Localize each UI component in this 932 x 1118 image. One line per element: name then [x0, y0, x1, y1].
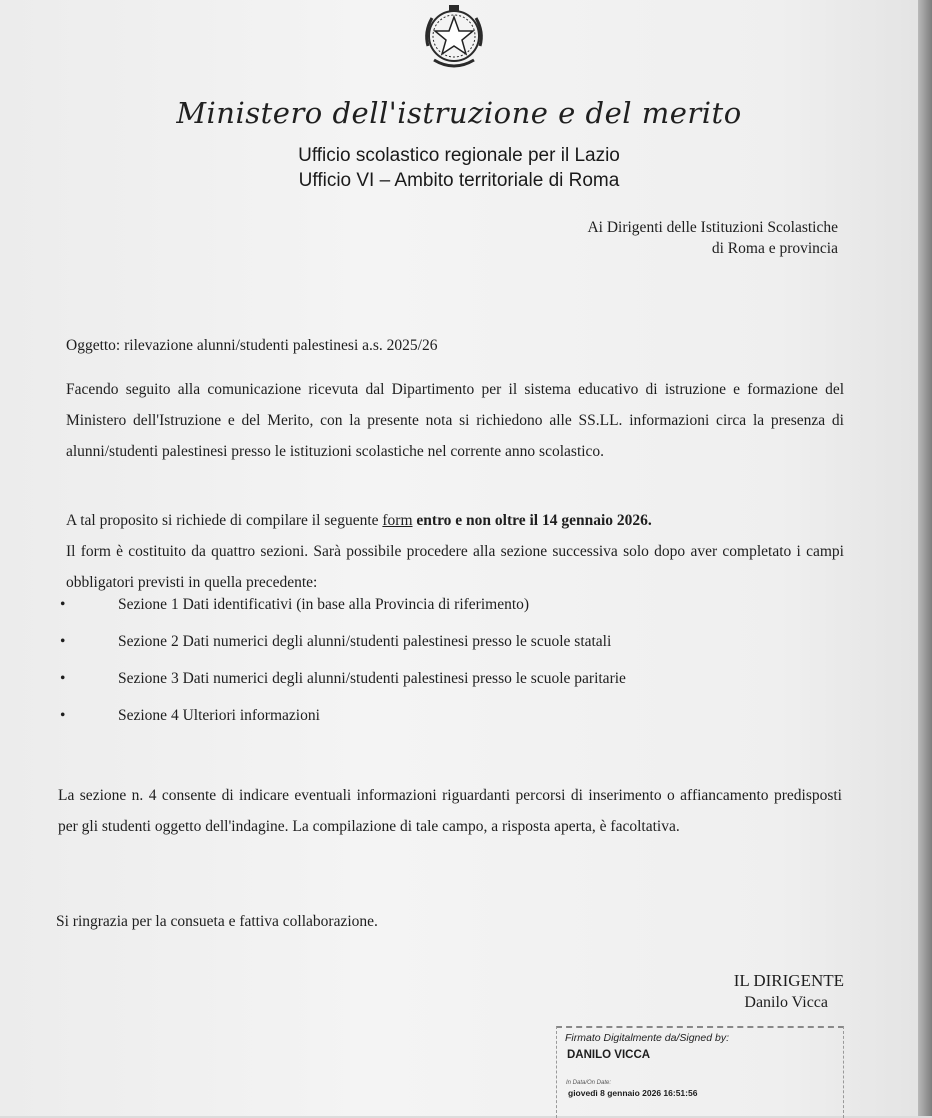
- request-paragraph: [66, 505, 844, 536]
- deadline-text: entro e non oltre il 14 gennaio 2026.: [412, 512, 652, 529]
- italian-republic-emblem-icon: [418, 2, 490, 72]
- addressee-line-1: Ai Dirigenti delle Istituzioni Scolastiche: [587, 219, 838, 236]
- stamp-signer: DANILO VICCA: [567, 1049, 651, 1061]
- signer-title: IL DIRIGENTE: [733, 971, 844, 990]
- territorial-office: Ufficio VI – Ambito territoriale di Roma: [298, 170, 620, 191]
- bullet-icon: •: [60, 707, 66, 724]
- section-2-text: Sezione 2 Dati numerici degli alunni/studenti palestinesi presso le scuole statali: [118, 633, 612, 650]
- bullet-icon: •: [60, 670, 66, 687]
- section-4-paragraph: La sezione n. 4 consente di indicare eventuali informazioni riguardanti percorsi di inserimento o affiancamento predisposti per gli studenti oggetto dell'indagine. La compilazione di tale campo, a risposta aperta, è facoltativa.: [58, 787, 842, 835]
- thanks-paragraph: Si ringrazia per la consueta e fattiva collaborazione.: [56, 913, 378, 930]
- form-link[interactable]: form: [382, 512, 413, 529]
- stamp-label: Firmato Digitalmente da/Signed by:: [565, 1032, 729, 1044]
- request-lead-text: A tal proposito si richiede di compilare il seguente: [66, 512, 383, 529]
- page-edge-shadow: [918, 0, 932, 1116]
- stamp-date-label: In Data/On Date:: [566, 1080, 612, 1086]
- bullet-icon: •: [60, 633, 66, 650]
- section-1-text: Sezione 1 Dati identificativi (in base alla Provincia di riferimento): [118, 596, 530, 613]
- signer-name: Danilo Vicca: [744, 994, 828, 1011]
- regional-office: Ufficio scolastico regionale per il Lazio: [298, 145, 620, 166]
- form-structure-paragraph: Il form è costituito da quattro sezioni. Sarà possibile procedere alla sezione successiva solo dopo aver completato i campi obbligatori previsti in quella precedente:: [66, 543, 844, 591]
- section-4-text: Sezione 4 Ulteriori informazioni: [118, 707, 320, 724]
- section-3-text: Sezione 3 Dati numerici degli alunni/studenti palestinesi presso le scuole paritarie: [118, 670, 626, 687]
- intro-paragraph: Facendo seguito alla comunicazione ricevuta dal Dipartimento per il sistema educativo di istruzione e formazione del Ministero dell'Istruzione e del Merito, con la presente nota si richiedono alle SS.LL. informazioni circa la presenza di alunni/studenti palestinesi presso le istituzioni scolastiche nel corrente anno scolastico.: [66, 381, 844, 460]
- digital-signature-stamp: [556, 1026, 844, 1118]
- bullet-icon: •: [60, 596, 66, 613]
- ministry-name: Ministero dell'istruzione e del merito: [176, 96, 742, 130]
- stamp-date: giovedì 8 gennaio 2026 16:51:56: [568, 1088, 698, 1098]
- addressee-line-2: di Roma e provincia: [711, 240, 838, 257]
- subject-line: Oggetto: rilevazione alunni/studenti palestinesi a.s. 2025/26: [66, 337, 438, 354]
